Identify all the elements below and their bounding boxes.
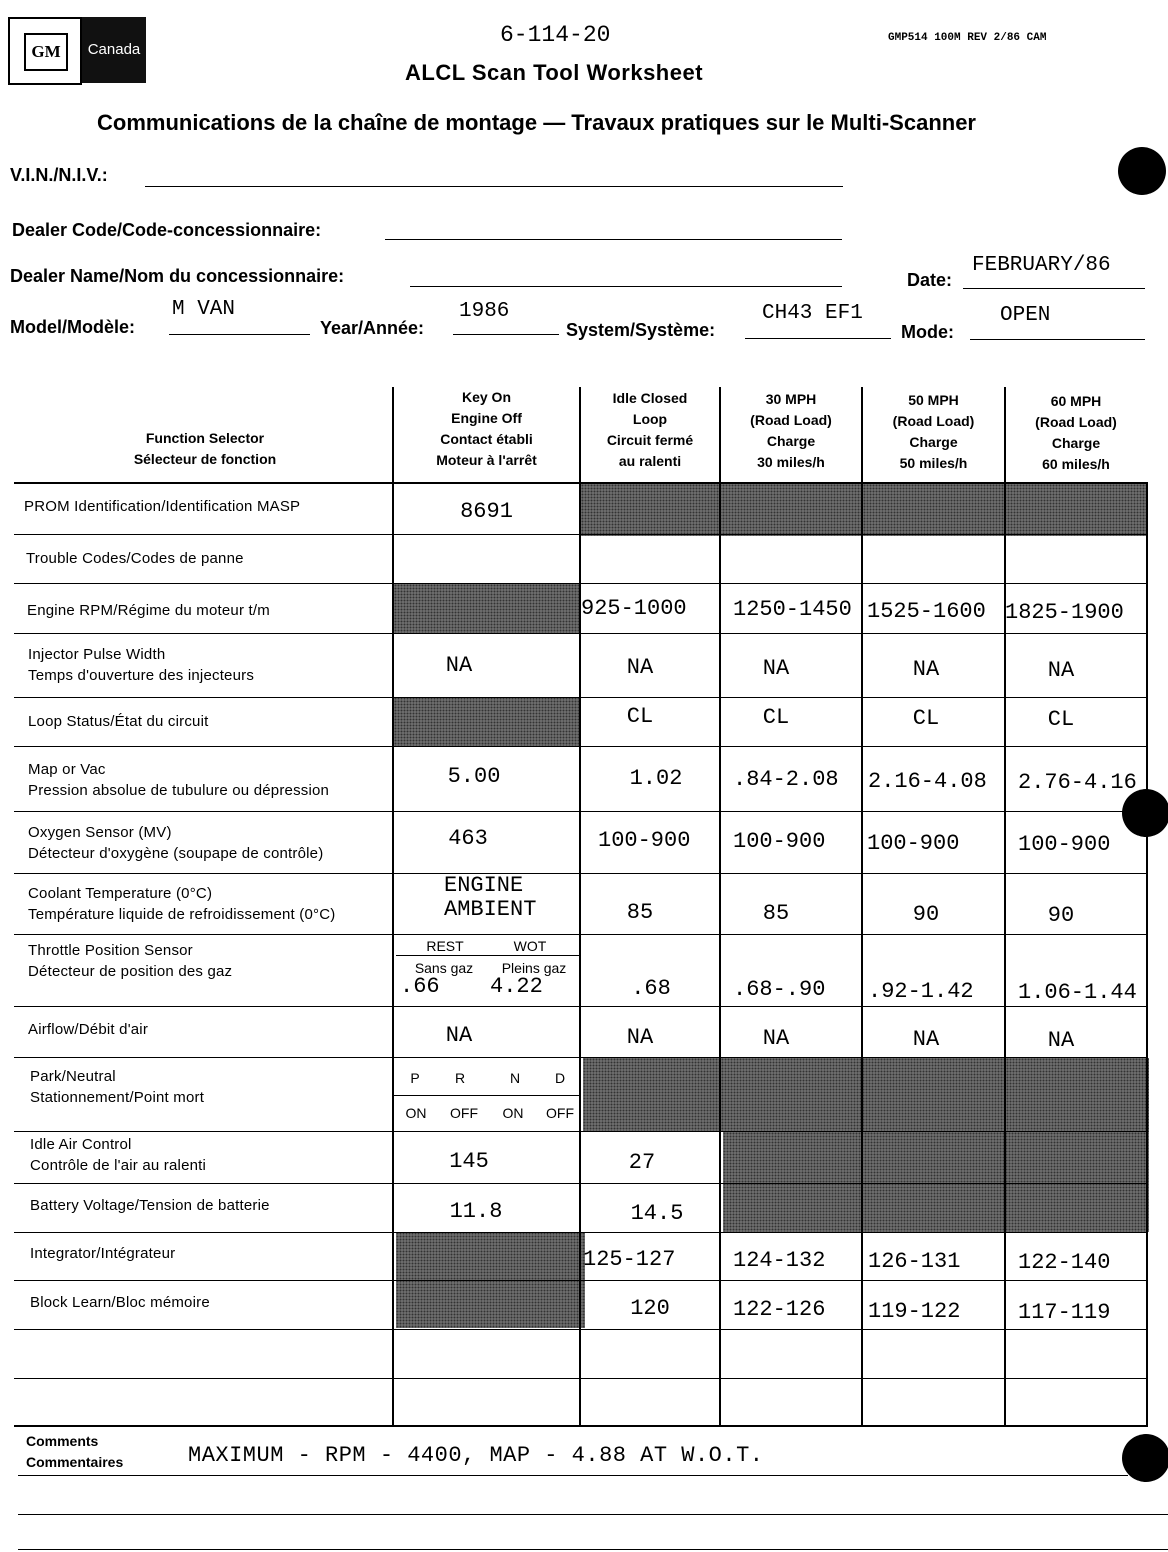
cell-oxygen-key-on: 463 <box>448 826 488 851</box>
cell-rpm-50: 1525-1600 <box>867 599 986 624</box>
punch-hole <box>1118 147 1166 195</box>
shaded-cell <box>723 1132 1149 1232</box>
row-label-block-learn: Block Learn/Bloc mémoire <box>30 1294 210 1311</box>
cell-loop-50: CL <box>912 706 940 731</box>
cell-oxygen-30: 100-900 <box>733 829 826 854</box>
form-code: GMP514 100M REV 2/86 CAM <box>888 32 1047 44</box>
cell-block-idle: 120 <box>630 1296 670 1321</box>
cell-block-60: 117-119 <box>1018 1300 1111 1325</box>
header-idle-closed-loop: Idle Closed Loop Circuit fermé au ralenti <box>606 390 694 469</box>
cell-block-50: 119-122 <box>868 1299 961 1324</box>
cell-airflow-key-on: NA <box>445 1023 473 1048</box>
row-divider <box>14 873 1148 874</box>
column-divider <box>1146 482 1148 1427</box>
row-label-coolant-temperature: Coolant Temperature (0°C) Température liquide de refroidissement (0°C) <box>28 885 336 923</box>
throttle-rest-header: REST <box>426 938 464 954</box>
cell-map-key-on: 5.00 <box>447 764 501 789</box>
cell-integrator-50: 126-131 <box>868 1249 961 1274</box>
title-en: ALCL Scan Tool Worksheet <box>405 60 704 85</box>
year-value: 1986 <box>459 300 510 323</box>
header-30-mph: 30 MPH (Road Load) Charge 30 miles/h <box>750 391 832 470</box>
date-value: FEBRUARY/86 <box>972 254 1111 277</box>
cell-injector-60: NA <box>1047 658 1075 683</box>
date-line[interactable] <box>963 288 1145 289</box>
header-function-selector: Function Selector Sélecteur de fonction <box>133 430 277 467</box>
comments-value: MAXIMUM - RPM - 4400, MAP - 4.88 AT W.O.T. <box>188 1443 764 1468</box>
cell-rpm-idle: 925-1000 <box>581 596 687 621</box>
cell-oxygen-idle: 100-900 <box>598 828 691 853</box>
date-label: Date: <box>907 270 953 290</box>
row-divider <box>14 1378 1148 1379</box>
row-divider <box>14 934 1148 935</box>
row-divider <box>14 1057 1148 1058</box>
shaded-cell <box>581 484 1147 536</box>
shaded-cell <box>394 697 581 747</box>
throttle-sans-gaz: Sans gaz <box>414 960 474 976</box>
gm-logo: GM <box>24 33 68 71</box>
cell-throttle-60: 1.06-1.44 <box>1018 981 1137 1005</box>
gm-canada-logo <box>8 17 146 83</box>
cell-rpm-60: 1825-1900 <box>1005 600 1124 625</box>
cell-injector-50: NA <box>912 657 940 682</box>
cell-rpm-30: 1250-1450 <box>733 597 852 622</box>
system-value: CH43 EF1 <box>762 302 863 325</box>
row-divider <box>14 583 1148 584</box>
row-divider <box>14 1183 1148 1184</box>
row-divider <box>14 482 1148 484</box>
header-50-mph: 50 MPH (Road Load) Charge 50 miles/h <box>892 392 975 471</box>
park-state-d: OFF <box>546 1105 574 1121</box>
park-letter-r: R <box>454 1070 466 1086</box>
cell-throttle-rest: .66 <box>400 974 440 999</box>
row-divider <box>14 534 1148 535</box>
mode-line[interactable] <box>970 339 1145 340</box>
vin-line[interactable] <box>145 186 843 187</box>
cell-coolant-60: 90 <box>1047 903 1075 928</box>
cell-loop-60: CL <box>1047 707 1075 732</box>
cell-coolant-key-on: ENGINE AMBIENT <box>444 873 537 922</box>
cell-airflow-50: NA <box>912 1027 940 1052</box>
dealer-name-label: Dealer Name/Nom du concessionnaire: <box>10 266 345 286</box>
park-state-n: ON <box>502 1105 524 1121</box>
cell-coolant-30: 85 <box>762 901 790 926</box>
year-label: Year/Année: <box>320 318 425 338</box>
park-letter-p: P <box>410 1070 420 1086</box>
cell-integrator-30: 124-132 <box>733 1248 826 1273</box>
punch-hole <box>1122 1434 1168 1482</box>
throttle-wot-header: WOT <box>513 938 547 954</box>
title-fr: Communications de la chaîne de montage — Travaux pratiques sur le Multi-Scanner <box>97 110 976 135</box>
system-line[interactable] <box>745 338 891 339</box>
throttle-pleins-gaz: Pleins gaz <box>501 960 567 976</box>
row-label-park-neutral: Park/Neutral Stationnement/Point mort <box>30 1068 205 1106</box>
cell-map-50: 2.16-4.08 <box>868 769 987 794</box>
cell-injector-idle: NA <box>626 655 654 680</box>
dealer-code-line[interactable] <box>385 239 842 240</box>
cell-throttle-idle: .68 <box>631 976 671 1001</box>
comments-line[interactable] <box>18 1549 1168 1550</box>
model-value: M VAN <box>172 298 236 321</box>
row-divider <box>14 1232 1148 1233</box>
row-label-injector-pulse-width: Injector Pulse Width Temps d'ouverture des injecteurs <box>28 646 255 684</box>
row-divider <box>14 697 1148 698</box>
row-divider <box>14 1329 1148 1330</box>
header-key-on: Key On Engine Off Contact établi Moteur à l'arrêt <box>436 389 537 468</box>
cell-throttle-50: .92-1.42 <box>868 979 974 1004</box>
punch-hole <box>1122 789 1168 837</box>
row-label-loop-status: Loop Status/État du circuit <box>28 713 209 730</box>
cell-injector-key-on: NA <box>445 653 473 678</box>
system-label: System/Système: <box>566 320 716 340</box>
model-line[interactable] <box>169 334 310 335</box>
row-label-throttle-position: Throttle Position Sensor Détecteur de position des gaz <box>28 942 233 980</box>
row-label-map-or-vac: Map or Vac Pression absolue de tubulure ou dépression <box>28 761 330 799</box>
cell-airflow-60: NA <box>1047 1028 1075 1053</box>
row-label-oxygen-sensor: Oxygen Sensor (MV) Détecteur d'oxygène (soupape de contrôle) <box>28 824 324 862</box>
cell-throttle-30: .68-.90 <box>733 977 826 1002</box>
gm-logo-box <box>8 17 82 85</box>
row-divider <box>14 1131 1148 1132</box>
park-letter-d: D <box>554 1070 566 1086</box>
comments-label: Comments Commentaires <box>26 1433 124 1470</box>
dealer-code-label: Dealer Code/Code-concessionnaire: <box>12 220 322 240</box>
row-label-integrator: Integrator/Intégrateur <box>30 1245 176 1262</box>
cell-integrator-idle: 125-127 <box>583 1247 676 1272</box>
cell-map-30: .84-2.08 <box>733 767 839 792</box>
row-label-trouble-codes: Trouble Codes/Codes de panne <box>26 550 244 567</box>
cell-battery-idle: 14.5 <box>630 1201 684 1226</box>
header-60-mph: 60 MPH (Road Load) Charge 60 miles/h <box>1035 393 1117 472</box>
row-label-idle-air-control: Idle Air Control Contrôle de l'air au ralenti <box>30 1136 207 1174</box>
row-divider <box>14 746 1148 747</box>
shaded-cell <box>583 1058 1149 1132</box>
cell-airflow-idle: NA <box>626 1025 654 1050</box>
model-label: Model/Modèle: <box>10 317 135 337</box>
row-divider <box>14 1280 1148 1281</box>
row-label-battery-voltage: Battery Voltage/Tension de batterie <box>30 1197 270 1214</box>
park-state-p: ON <box>405 1105 427 1121</box>
vin-label: V.I.N./N.I.V.: <box>10 165 108 185</box>
cell-loop-idle: CL <box>626 704 654 729</box>
row-label-prom: PROM Identification/Identification MASP <box>24 498 301 515</box>
cell-battery-key-on: 11.8 <box>449 1199 503 1224</box>
row-label-engine-rpm: Engine RPM/Régime du moteur t/m <box>27 602 270 619</box>
mode-label: Mode: <box>901 322 954 342</box>
cell-airflow-30: NA <box>762 1026 790 1051</box>
row-divider <box>14 1425 1148 1427</box>
cell-iac-key-on: 145 <box>449 1149 489 1174</box>
cell-block-30: 122-126 <box>733 1297 826 1322</box>
dealer-name-line[interactable] <box>410 286 842 287</box>
comments-line[interactable] <box>18 1514 1168 1515</box>
year-line[interactable] <box>453 334 559 335</box>
canada-logo: Canada <box>82 17 146 83</box>
cell-injector-30: NA <box>762 656 790 681</box>
throttle-sub-divider <box>396 955 579 956</box>
cell-map-idle: 1.02 <box>629 766 683 791</box>
park-state-r: OFF <box>450 1105 478 1121</box>
row-divider <box>14 1006 1148 1007</box>
row-label-airflow: Airflow/Débit d'air <box>28 1021 149 1038</box>
park-letter-n: N <box>509 1070 521 1086</box>
form-number: 6-114-20 <box>500 22 611 48</box>
cell-iac-idle: 27 <box>628 1150 656 1175</box>
comments-line[interactable] <box>18 1475 1128 1476</box>
cell-loop-30: CL <box>762 705 790 730</box>
row-divider <box>14 633 1148 634</box>
park-sub-divider <box>394 1095 581 1096</box>
cell-throttle-wot: 4.22 <box>490 974 543 999</box>
cell-oxygen-50: 100-900 <box>867 831 960 856</box>
cell-map-60: 2.76-4.16 <box>1018 771 1137 795</box>
cell-coolant-50: 90 <box>912 902 940 927</box>
cell-coolant-idle: 85 <box>626 900 654 925</box>
column-divider <box>392 387 394 1427</box>
cell-prom-key-on: 8691 <box>460 499 513 524</box>
mode-value: OPEN <box>1000 304 1051 327</box>
shaded-cell <box>394 584 581 634</box>
cell-oxygen-60: 100-900 <box>1018 832 1111 857</box>
cell-integrator-60: 122-140 <box>1018 1250 1111 1275</box>
row-divider <box>14 811 1148 812</box>
